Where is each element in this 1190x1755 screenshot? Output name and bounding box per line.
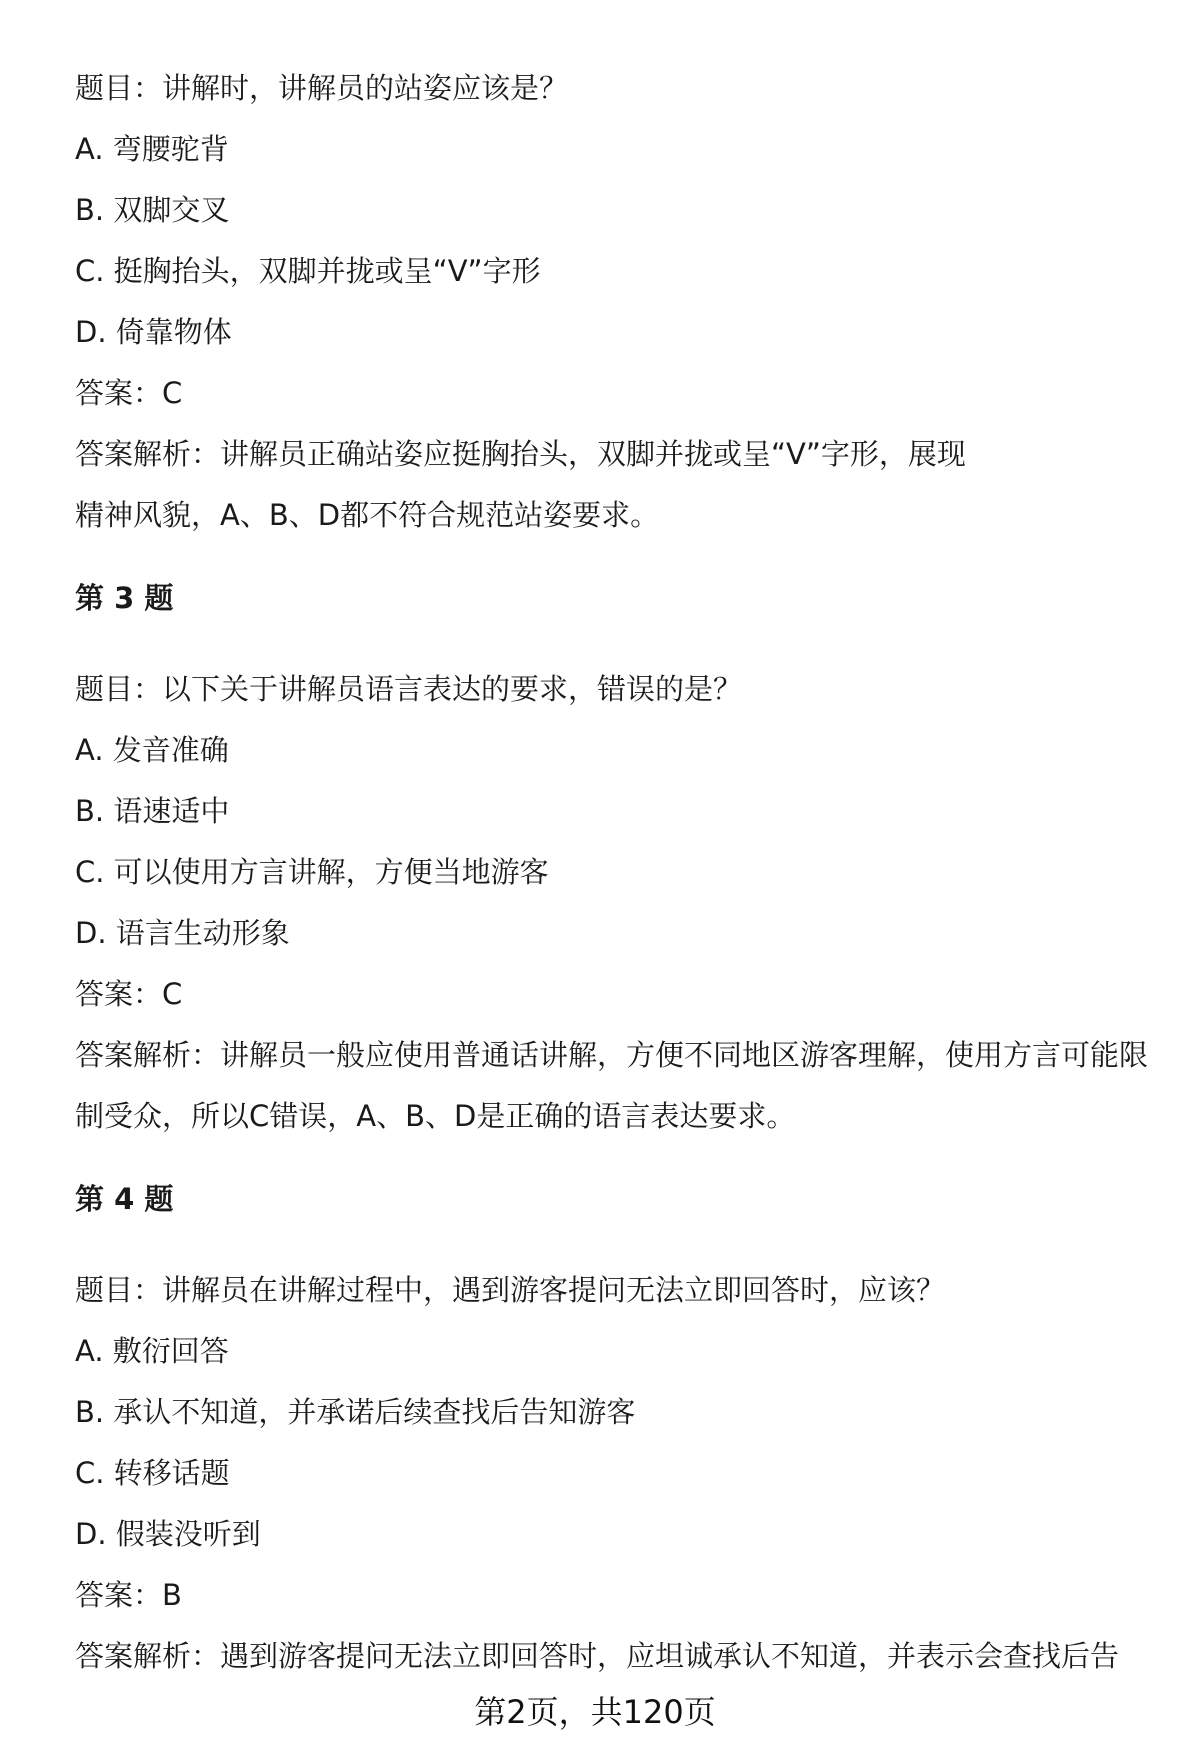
question-2-option-b: B. 双脚交叉	[75, 193, 230, 227]
question-4-analysis: 答案解析：遇到游客提问无法立即回答时，应坦诚承认不知道，并表示会查找后告	[75, 1639, 1120, 1673]
question-3-option-a: A. 发音准确	[75, 733, 229, 767]
page-footer: 第2页，共120页	[474, 1693, 716, 1731]
page-content	[75, 58, 1165, 1687]
question-2-block	[75, 58, 1165, 546]
question-4-option-a: A. 敷衍回答	[75, 1334, 229, 1368]
question-2-option-c: C. 挺胸抬头，双脚并拢或呈“V”字形	[75, 254, 541, 288]
question-2-answer: 答案：C	[75, 376, 183, 410]
question-3-answer: 答案：C	[75, 977, 183, 1011]
question-2-option-d: D. 倚靠物体	[75, 315, 232, 349]
question-4-answer: 答案：B	[75, 1578, 182, 1612]
question-4-option-b: B. 承认不知道，并承诺后续查找后告知游客	[75, 1395, 636, 1429]
question-3-option-b: B. 语速适中	[75, 794, 230, 828]
question-2-text: 题目：讲解时，讲解员的站姿应该是？	[75, 71, 569, 105]
question-3-option-d: D. 语言生动形象	[75, 916, 290, 950]
question-2-analysis: 答案解析：讲解员正确站姿应挺胸抬头，双脚并拢或呈“V”字形，展现精神风貌，A、B、D都不符合规范站姿要求。	[75, 437, 966, 532]
question-4-option-d: D. 假装没听到	[75, 1517, 261, 1551]
question-3-analysis: 答案解析：讲解员一般应使用普通话讲解，方便不同地区游客理解，使用方言可能限制受众，所以C错误，A、B、D是正确的语言表达要求。	[75, 1038, 1149, 1133]
question-3-title: 第 3 题	[75, 581, 174, 615]
question-3-option-c: C. 可以使用方言讲解，方便当地游客	[75, 855, 549, 889]
question-3-text: 题目：以下关于讲解员语言表达的要求，错误的是？	[75, 672, 743, 706]
question-4-text: 题目：讲解员在讲解过程中，遇到游客提问无法立即回答时，应该？	[75, 1273, 946, 1307]
question-2-option-a: A. 弯腰驼背	[75, 132, 229, 166]
question-4-option-c: C. 转移话题	[75, 1456, 230, 1490]
question-3-block	[75, 659, 1165, 1147]
question-4-block	[75, 1260, 1165, 1687]
question-4-title: 第 4 题	[75, 1182, 174, 1216]
